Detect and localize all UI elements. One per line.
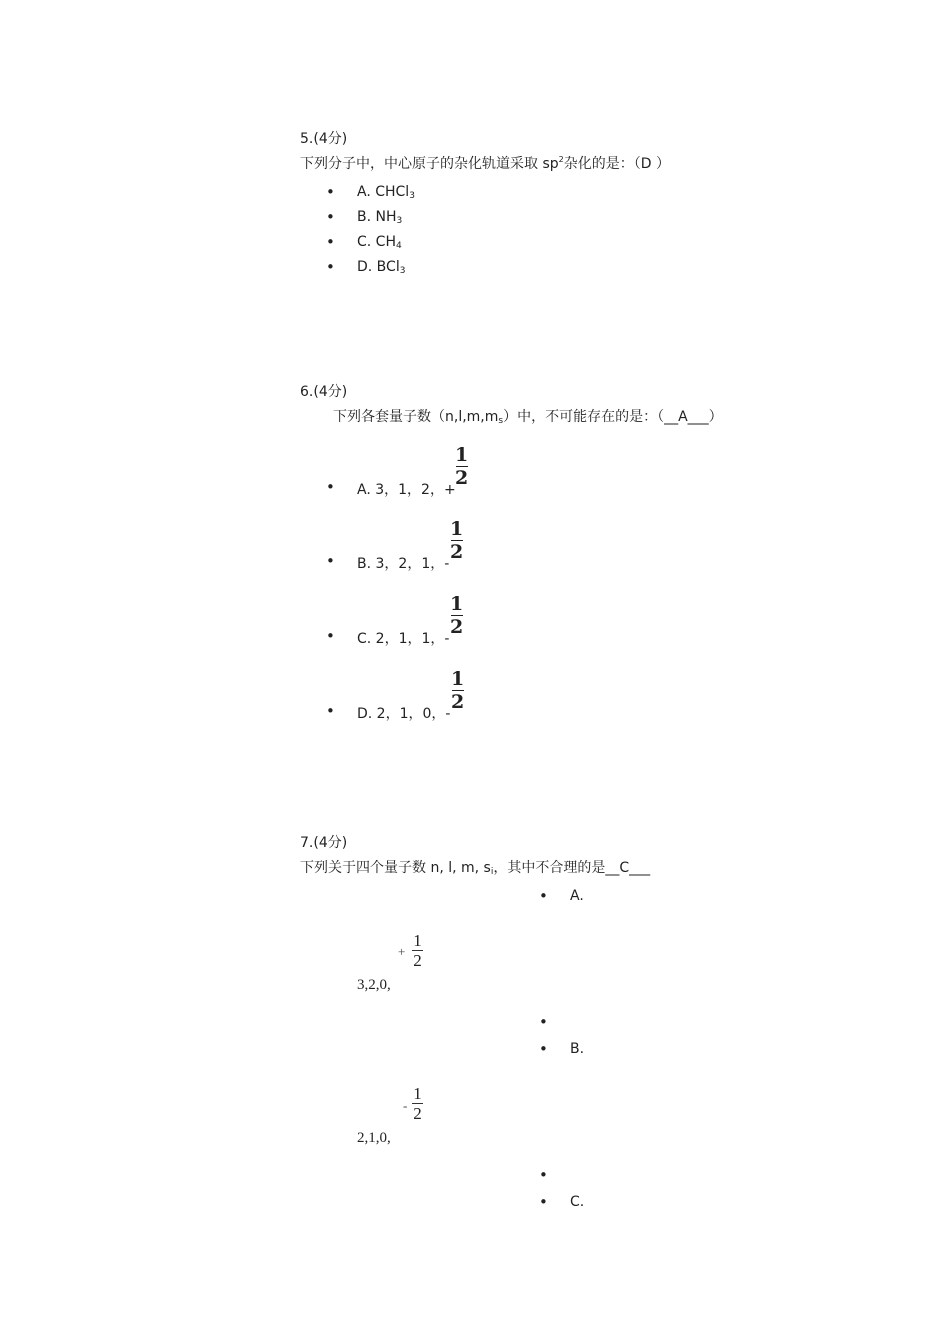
q6-option-d-label: D. 2，1，0，- [357,706,451,722]
q7-stem-sub: i [490,867,494,877]
q6-option-c-num: 1 [450,593,464,615]
q7-option-a-den: 2 [413,951,422,970]
q5-option-d [357,259,405,276]
q6-option-c-fraction [450,594,463,637]
q5-option-a-sub: 3 [409,191,415,201]
q7-option-b-bullet: • [539,1040,548,1058]
q7-option-c-label: C. [570,1194,585,1210]
q7-option-a-fraction [412,932,423,969]
q5-option-a-bullet: • [326,183,335,201]
q5-option-a-label: A. CHCl [357,184,410,200]
q7-header: 7.(4分) [300,835,348,851]
q7-option-b-den: 2 [413,1104,422,1123]
q5-stem [300,153,670,173]
q6-option-d-fraction [451,669,464,712]
q7-option-a-sign: + [398,944,406,959]
q5-option-b [357,209,402,226]
q7-option-b-sign: - [403,1098,408,1113]
q7-option-b-fraction [412,1085,423,1122]
q7-option-a-bullet: • [539,887,548,905]
q6-stem [333,406,723,426]
q7-option-b-num: 1 [413,1084,422,1103]
q6-option-b-num: 1 [450,518,464,540]
q5-option-d-sub: 3 [399,266,406,276]
q5-option-a [357,184,415,201]
q6-option-a-num: 1 [455,444,469,466]
q6-header: 6.(4分) [300,384,348,400]
q7-stem-part2: ，其中不合理的是__C___ [493,860,651,876]
q6-stem-sub: s [498,416,504,426]
q7-stem-part1: 下列关于四个量子数 n, l, m, s [300,860,491,876]
q6-option-b-label: B. 3，2，1，- [357,556,450,572]
q5-stem-part2: 杂化的是：（D ） [563,156,670,172]
q5-option-c-label: C. CH [357,234,396,250]
q7-empty-bullet-1: • [539,1013,548,1031]
q6-option-d-num: 1 [451,668,465,690]
q6-option-a-bullet: • [326,478,335,496]
q6-stem-part2: ）中，不可能存在的是：（__A___） [503,409,723,425]
q7-option-b-value: 2,1,0, [357,1130,391,1146]
q6-option-d-den: 2 [451,691,465,713]
q7-option-a-label: A. [570,888,584,904]
q6-option-d-bullet: • [326,702,335,720]
q6-option-a-label: A. 3，1，2，+ [357,482,456,498]
q6-option-c-bullet: • [326,627,335,645]
q5-stem-sup: 2 [558,155,564,164]
q5-stem-part1: 下列分子中，中心原子的杂化轨道采取 sp [300,156,559,172]
q5-option-d-bullet: • [326,258,335,276]
q6-option-c-label: C. 2，1，1，- [357,631,450,647]
q7-empty-bullet-2: • [539,1166,548,1184]
q5-option-b-bullet: • [326,208,335,226]
q6-option-a-den: 2 [455,467,469,489]
q5-option-b-label: B. NH [357,209,397,225]
q6-option-a-fraction [455,445,468,488]
q7-option-a-num: 1 [413,931,422,950]
q7-option-a-value: 3,2,0, [357,977,391,993]
q5-header: 5.(4分) [300,131,348,147]
q7-option-b-label: B. [570,1041,585,1057]
q6-option-c-den: 2 [450,616,464,638]
q5-option-c-bullet: • [326,233,335,251]
q5-option-d-label: D. BCl [357,259,400,275]
q5-option-c-sub: 4 [395,241,402,251]
q7-stem [300,857,650,877]
q6-stem-part1: 下列各套量子数（n,l,m,m [333,409,499,425]
q6-option-b-den: 2 [450,541,464,563]
q7-option-c-bullet: • [539,1193,548,1211]
q5-option-c [357,234,402,251]
q6-option-b-fraction [450,519,463,562]
q5-option-b-sub: 3 [396,216,403,226]
q6-option-b-bullet: • [326,552,335,570]
